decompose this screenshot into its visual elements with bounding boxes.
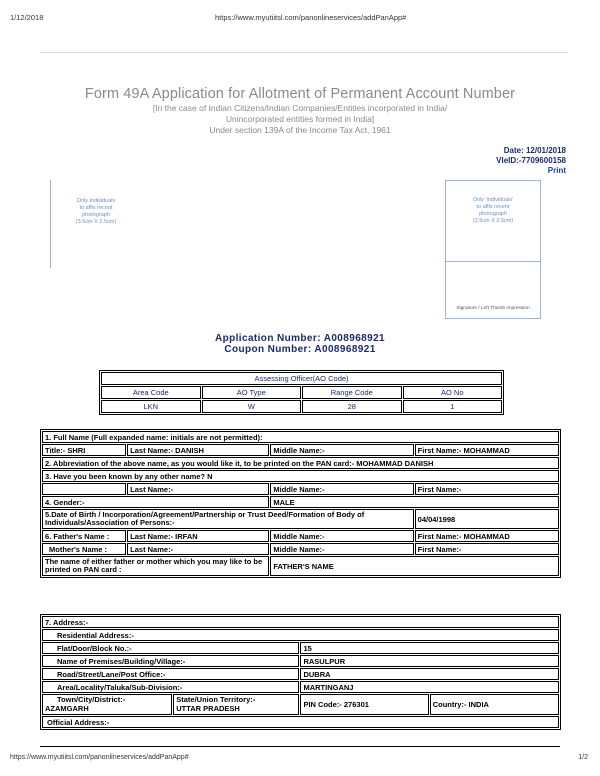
mother-last-name: Last Name:- [127,543,269,555]
empty-cell [42,483,126,495]
dob-value: 04/04/1998 [415,509,559,529]
address-table [40,614,561,730]
right-photo-line: photograph [479,211,507,217]
personal-details-table [40,429,561,578]
full-name-heading: 1. Full Name (Full expanded name: initials are not permitted): [42,431,559,443]
mother-first-name: First Name:- [415,543,559,555]
other-middle-name-cell: Middle Name:- [270,483,413,495]
form-subtitle-3: Under section 139A of the Income Tax Act, 1961 [209,125,391,135]
flat-label: Flat/Door/Block No.:- [42,642,299,654]
ao-header-cell: AO No [403,386,503,399]
area-label: Area/Locality/Taluka/Sub-Division:- [42,681,299,693]
left-photo-line: to affix recent [79,205,113,211]
form-date: Date: 12/01/2018 [503,146,566,155]
parent-print-value: FATHER'S NAME [270,556,559,576]
right-photo-line: Only 'individuals' [472,197,514,203]
left-photo-line: (3.5cm X 2.5cm) [75,219,117,225]
first-name-cell: First Name:- MOHAMMAD [415,444,559,456]
country: Country:- INDIA [430,694,559,715]
father-label: 6. Father's Name : [42,530,126,542]
premises-value: RASULPUR [300,655,559,667]
ao-header-cell: AO Type [202,386,302,399]
application-number: Application Number: A008968921 [214,333,386,344]
ao-value-cell: 28 [302,400,402,413]
left-photo-instructions [51,198,141,226]
official-heading: Official Address:- [42,716,559,728]
state-value: UTTAR PRADESH [176,703,240,713]
gender-value: MALE [270,496,559,508]
vle-id: VleID:-7709600158 [496,156,566,165]
footer-url: https://www.myutiitsl.com/panonlineservices/addPanApp# [10,754,189,761]
left-photo-box [50,180,141,268]
town-cell [42,694,172,715]
ao-value-cell: 1 [403,400,503,413]
form-subtitle-1: [In the case of Indian Citizens/Indian Companies/Entities incorporated in India/ [152,103,448,113]
residential-heading: Residential Address:- [42,629,559,641]
mother-middle-name: Middle Name:- [270,543,413,555]
page-number: 1/2 [578,754,588,761]
form-subtitle-2: Unincorporated entities formed in India] [225,114,375,124]
signature-box [445,261,541,319]
last-name-cell: Last Name:- DANISH [127,444,269,456]
ao-header-cell: Area Code [101,386,201,399]
ao-value-cell: W [202,400,302,413]
area-value: MARTINGANJ [300,681,559,693]
town-label: Town/City/District:- [57,695,126,704]
ao-heading: Assessing Officer(AO Code) [101,372,502,385]
state-label: State/Union Territory:- [176,695,256,704]
footer-line [40,746,560,747]
dob-label: 5.Date of Birth / Incorporation/Agreement/Partnership or Trust Deed/Formation of Body of Individuals/Association of Persons:- [42,509,414,529]
other-last-name-cell: Last Name:- [127,483,269,495]
town-value: AZAMGARH [45,703,89,713]
left-photo-line: photograph [82,212,110,218]
print-link[interactable]: Print [547,166,566,175]
left-photo-line: Only individuals [76,198,116,204]
other-name-heading: 3. Have you been known by any other name? N [42,470,559,482]
form-title: Form 49A Application for Allotment of Permanent Account Number [84,86,516,102]
gender-label: 4. Gender:- [42,496,269,508]
mother-label: Mother's Name : [42,543,126,555]
coupon-number: Coupon Number: A008968921 [224,344,376,355]
right-photo-line: to affix recent [476,204,510,210]
parent-print-label: The name of either father or mother which you may like to be printed on PAN card : [42,556,269,576]
father-first-name: First Name:- MOHAMMAD [415,530,559,542]
print-url: https://www.myutiitsl.com/panonlineservices/addPanApp# [215,13,407,22]
signature-label: Signature / Left Thumb impression [456,306,530,311]
title-cell: Title:- SHRI [42,444,126,456]
ao-header-cell: Range Code [302,386,402,399]
road-label: Road/Street/Lane/Post Office:- [42,668,299,680]
pin-code: PIN Code:- 276301 [300,694,428,715]
state-cell [173,694,299,715]
road-value: DUBRA [300,668,559,680]
divider [40,52,568,53]
middle-name-cell: Middle Name:- [270,444,413,456]
father-middle-name: Middle Name:- [270,530,413,542]
right-photo-line: (3.5cm X 2.5cm) [472,218,514,224]
flat-value: 15 [300,642,559,654]
ao-code-table [99,370,504,415]
other-first-name-cell: First Name:- [415,483,559,495]
father-last-name: Last Name:- IRFAN [127,530,269,542]
right-photo-instructions [446,197,540,225]
ao-value-cell: LKN [101,400,201,413]
abbreviation-cell: 2. Abbreviation of the above name, as you would like it, to be printed on the PAN card:- MOHAMMAD DANISH [42,457,559,469]
address-heading: 7. Address:- [42,616,559,628]
print-date: 1/12/2018 [10,13,44,22]
premises-label: Name of Premises/Building/Village:- [42,655,299,667]
right-photo-box [445,180,541,262]
